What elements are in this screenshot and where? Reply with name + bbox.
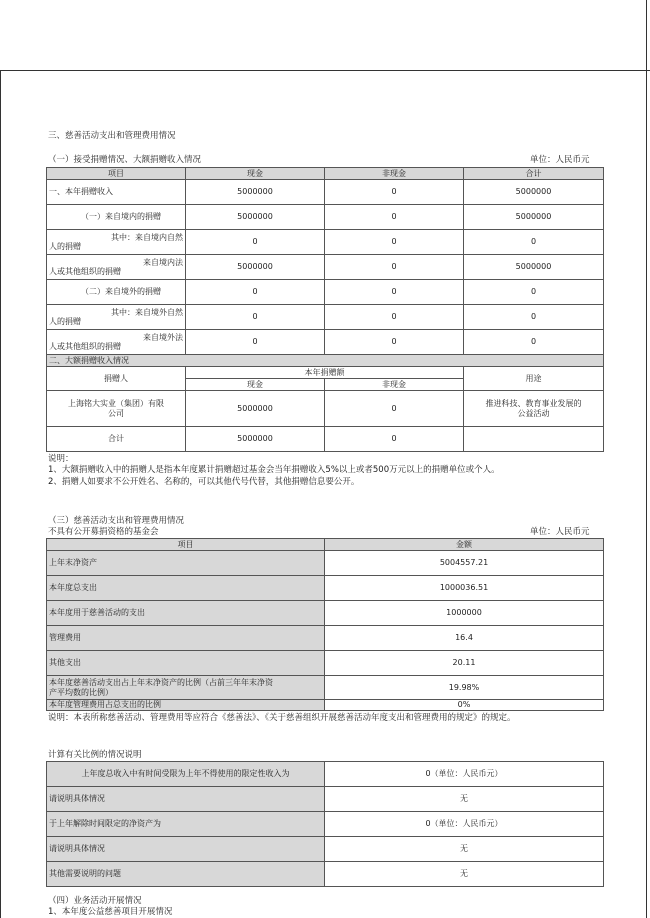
row-label-line1: 其中：来自境外自然 — [111, 307, 183, 317]
row-label: 上年度总收入中有时间受限为上年不得使用的限定性收入为 — [47, 762, 325, 787]
expense-section-title: （三）慈善活动支出和管理费用情况 — [48, 516, 185, 526]
header-total: 合计 — [464, 168, 604, 180]
cell-value: 无 — [325, 862, 604, 887]
row-label-line2: 产平均数的比例） — [49, 687, 113, 697]
cell-cash: 0 — [186, 230, 325, 255]
cell-value: 0% — [325, 700, 604, 711]
cell-noncash: 0 — [325, 180, 464, 205]
unit-label: 单位：人民币元 — [530, 527, 590, 537]
cell-cash: 5000000 — [186, 391, 325, 427]
cell-cash: 5000000 — [186, 427, 325, 452]
cell-value: 0（单位：人民币元） — [325, 762, 604, 787]
row-label-line1: 本年度慈善活动支出占上年末净资产的比例（占前三年年末净资 — [49, 678, 273, 687]
cell-total: 5000000 — [464, 180, 604, 205]
expense-table — [46, 538, 604, 711]
cell-noncash: 0 — [325, 205, 464, 230]
notes-title: 说明： — [48, 454, 74, 464]
row-label: 请说明具体情况 — [47, 787, 325, 812]
section4-title: （四）业务活动开展情况 — [48, 896, 142, 906]
row-label: 本年度用于慈善活动的支出 — [47, 601, 325, 626]
donation-use — [464, 391, 604, 427]
row-label — [47, 330, 186, 355]
cell-cash: 0 — [186, 330, 325, 355]
donation-use — [464, 427, 604, 452]
cell-total: 0 — [464, 330, 604, 355]
row-label: 其他支出 — [47, 651, 325, 676]
cell-cash: 5000000 — [186, 205, 325, 230]
row-label — [47, 676, 325, 700]
subsection-title-donations: （一）接受捐赠情况、大额捐赠收入情况 — [48, 155, 202, 165]
cell-value: 19.98% — [325, 676, 604, 700]
header-use: 用途 — [464, 367, 604, 391]
header-item: 项目 — [47, 539, 325, 551]
large-donation-section-title: 二、大额捐赠收入情况 — [47, 355, 604, 367]
cell-total: 0 — [464, 280, 604, 305]
cell-noncash: 0 — [325, 305, 464, 330]
cell-noncash: 0 — [325, 427, 464, 452]
row-label: 上年末净资产 — [47, 551, 325, 576]
header-amount: 本年捐赠额 — [186, 367, 464, 379]
row-label: （二）来自境外的捐赠 — [47, 280, 186, 305]
header-noncash: 非现金 — [325, 379, 464, 391]
cell-value: 0（单位：人民币元） — [325, 812, 604, 837]
cell-total: 0 — [464, 305, 604, 330]
cell-cash: 0 — [186, 305, 325, 330]
cell-noncash: 0 — [325, 330, 464, 355]
expense-subtitle: 不具有公开募捐资格的基金会 — [48, 527, 159, 537]
cell-value: 1000036.51 — [325, 576, 604, 601]
header-donor: 捐赠人 — [47, 367, 186, 391]
header-amount: 金额 — [325, 539, 604, 551]
cell-value: 16.4 — [325, 626, 604, 651]
row-label: 请说明具体情况 — [47, 837, 325, 862]
cell-noncash: 0 — [325, 255, 464, 280]
cell-total: 5000000 — [464, 255, 604, 280]
donation-income-table — [46, 167, 604, 452]
row-label-line1: 来自境内法 — [143, 257, 183, 267]
row-label: 本年度管理费用占总支出的比例 — [47, 700, 325, 711]
cell-value: 20.11 — [325, 651, 604, 676]
ratio-table — [46, 761, 604, 887]
row-label: （一）来自境内的捐赠 — [47, 205, 186, 230]
cell-noncash: 0 — [325, 230, 464, 255]
cell-value: 1000000 — [325, 601, 604, 626]
row-label: 其他需要说明的问题 — [47, 862, 325, 887]
row-label-line2: 人或其他组织的捐赠 — [49, 267, 121, 276]
row-label — [47, 255, 186, 280]
row-label-line2: 人的捐赠 — [49, 242, 81, 251]
page-top-border — [0, 70, 650, 71]
note-1: 1、大额捐赠收入中的捐赠人是指本年度累计捐赠超过基金会当年捐赠收入5%以上或者500万元以上的捐赠单位或个人。 — [48, 465, 500, 475]
donor-name-line1: 上海铭大实业（集团）有限 — [68, 399, 164, 408]
cell-value: 5004557.21 — [325, 551, 604, 576]
donor-name — [47, 391, 186, 427]
ratio-section-title: 计算有关比例的情况说明 — [48, 750, 142, 760]
row-label: 于上年解除时间限定的净资产为 — [47, 812, 325, 837]
row-label: 一、本年捐赠收入 — [47, 180, 186, 205]
cell-noncash: 0 — [325, 280, 464, 305]
cell-cash: 5000000 — [186, 180, 325, 205]
row-label — [47, 305, 186, 330]
donation-use-line2: 公益活动 — [517, 408, 550, 418]
note-2: 2、捐赠人如要求不公开姓名、名称的，可以其他代号代替，其他捐赠信息要公开。 — [48, 477, 360, 487]
cell-cash: 0 — [186, 280, 325, 305]
row-label-line2: 人或其他组织的捐赠 — [49, 342, 121, 351]
header-item: 项目 — [47, 168, 186, 180]
cell-value: 无 — [325, 787, 604, 812]
row-label-line1: 其中：来自境内自然 — [111, 232, 183, 242]
cell-total: 0 — [464, 230, 604, 255]
section-title: 三、慈善活动支出和管理费用情况 — [48, 131, 176, 141]
expense-note: 说明：本表所称慈善活动、管理费用等应符合《慈善法》、《关于慈善组织开展慈善活动年度支出和管理费用的规定》的规定。 — [48, 713, 516, 723]
row-label-line2: 人的捐赠 — [49, 317, 81, 326]
unit-label: 单位：人民币元 — [530, 155, 590, 165]
header-cash: 现金 — [186, 379, 325, 391]
cell-total: 5000000 — [464, 205, 604, 230]
header-noncash: 非现金 — [325, 168, 464, 180]
header-cash: 现金 — [186, 168, 325, 180]
page-right-border — [646, 0, 647, 918]
row-label — [47, 230, 186, 255]
donor-name-line2: 公司 — [108, 408, 124, 418]
cell-cash: 5000000 — [186, 255, 325, 280]
row-label: 本年度总支出 — [47, 576, 325, 601]
total-label: 合计 — [47, 427, 186, 452]
donation-use-line1: 推进科技、教育事业发展的 — [485, 399, 582, 408]
row-label: 管理费用 — [47, 626, 325, 651]
page-left-border — [0, 70, 1, 918]
cell-noncash: 0 — [325, 391, 464, 427]
section4-subtitle: 1、本年度公益慈善项目开展情况 — [48, 907, 173, 917]
cell-value: 无 — [325, 837, 604, 862]
row-label-line1: 来自境外法 — [143, 332, 183, 342]
